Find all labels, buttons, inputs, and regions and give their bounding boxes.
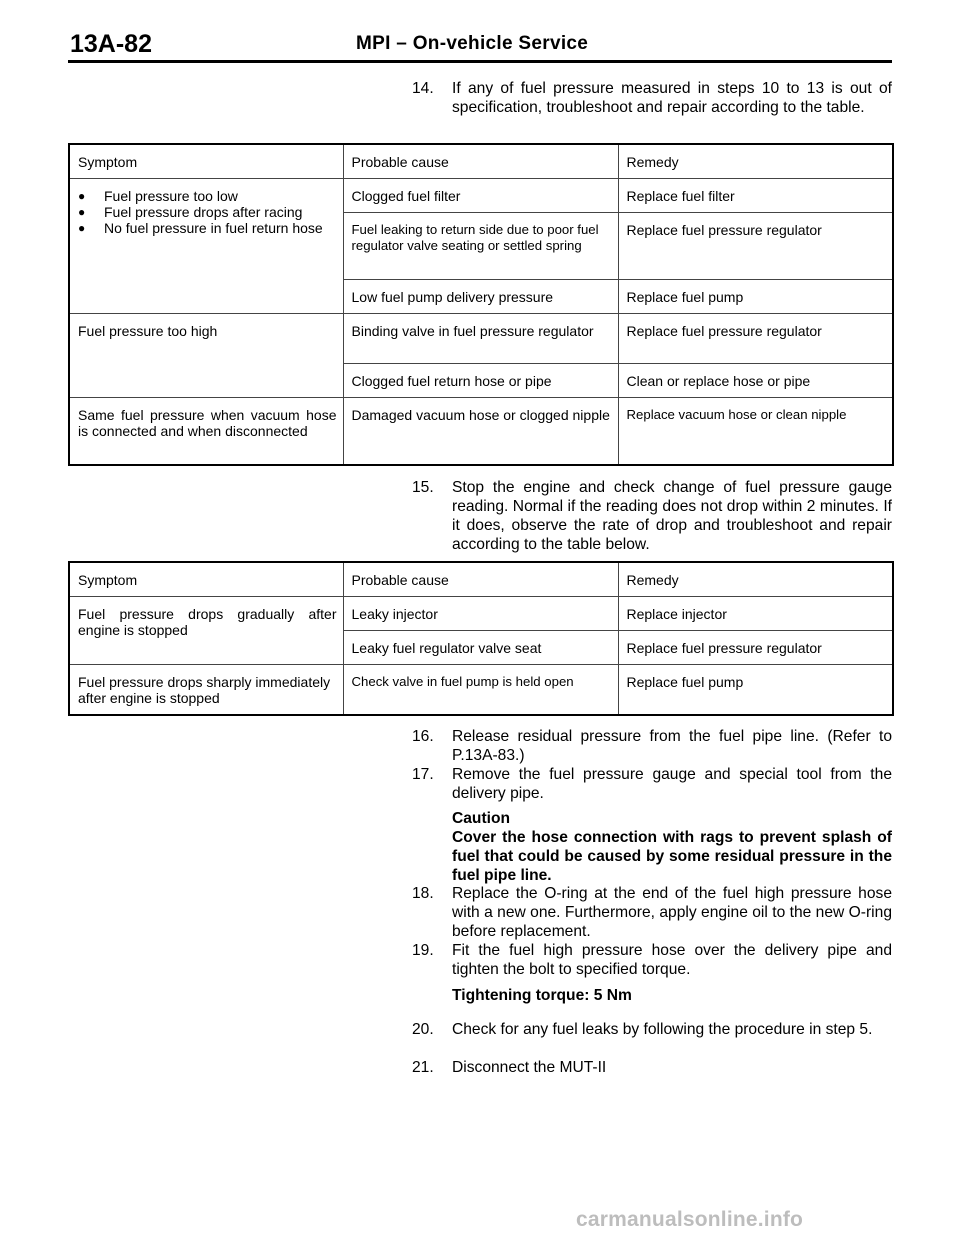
symptom-item: ● No fuel pressure in fuel return hose bbox=[78, 220, 337, 236]
step-17 bbox=[412, 765, 892, 803]
caution-text: Cover the hose connection with rags to prevent splash of fuel that could be caused by some residual pressure in the fuel pipe line. bbox=[452, 829, 892, 884]
step-number: 19. bbox=[412, 942, 434, 959]
column-header-cause: Probable cause bbox=[343, 144, 618, 179]
step-number: 15. bbox=[412, 479, 434, 496]
step-number: 16. bbox=[412, 728, 434, 745]
step-text: Check for any fuel leaks by following the procedure in step 5. bbox=[452, 1021, 873, 1038]
step-number: 21. bbox=[412, 1059, 434, 1076]
page-number: 13A-82 bbox=[70, 30, 152, 58]
step-19 bbox=[412, 941, 892, 979]
column-header-symptom: Symptom bbox=[69, 144, 343, 179]
column-header-remedy: Remedy bbox=[618, 144, 893, 179]
caution-title: Caution bbox=[452, 810, 511, 827]
symptom-cell: Fuel pressure drops sharply immediately after engine is stopped bbox=[69, 665, 343, 716]
table-row bbox=[69, 314, 893, 364]
table-row bbox=[69, 179, 893, 213]
watermark: carmanualsonline.info bbox=[576, 1208, 804, 1231]
step-16 bbox=[412, 727, 892, 765]
symptom-cell bbox=[69, 179, 343, 314]
step-number: 17. bbox=[412, 766, 434, 783]
table-header-row bbox=[69, 562, 893, 597]
symptom-item: ● Fuel pressure drops after racing bbox=[78, 204, 337, 220]
symptom-cell: Fuel pressure drops gradually after engine is stopped bbox=[69, 597, 343, 665]
step-text: Replace the O-ring at the end of the fuel high pressure hose with a new one. Furthermore, apply engine oil to the new O-ring before replacement. bbox=[452, 885, 892, 940]
cause-cell: Clogged fuel return hose or pipe bbox=[343, 364, 618, 398]
remedy-cell: Replace fuel pump bbox=[618, 280, 893, 314]
page-title: MPI – On-vehicle Service bbox=[356, 33, 589, 54]
step-21 bbox=[412, 1058, 892, 1077]
cause-cell: Low fuel pump delivery pressure bbox=[343, 280, 618, 314]
remedy-cell: Replace fuel pressure regulator bbox=[618, 631, 893, 665]
step-text: Remove the fuel pressure gauge and special tool from the delivery pipe. bbox=[452, 766, 892, 802]
step-number: 14. bbox=[412, 80, 434, 97]
cause-cell: Binding valve in fuel pressure regulator bbox=[343, 314, 618, 364]
cause-cell: Check valve in fuel pump is held open bbox=[343, 665, 618, 716]
cause-cell: Damaged vacuum hose or clogged nipple bbox=[343, 398, 618, 465]
remedy-cell: Replace fuel filter bbox=[618, 179, 893, 213]
remedy-cell: Replace fuel pressure regulator bbox=[618, 314, 893, 364]
column-header-cause: Probable cause bbox=[343, 562, 618, 597]
symptom-cell: Same fuel pressure when vacuum hose is connected and when disconnected bbox=[69, 398, 343, 465]
remedy-cell: Replace fuel pressure regulator bbox=[618, 213, 893, 280]
tightening-torque: Tightening torque: 5 Nm bbox=[452, 987, 632, 1004]
step-15 bbox=[412, 478, 892, 554]
step-text: Stop the engine and check change of fuel pressure gauge reading. Normal if the reading does not drop within 2 minutes. If it does, observe the rate of drop and troubleshoot and repair according to the table below. bbox=[452, 479, 892, 553]
remedy-cell: Replace fuel pump bbox=[618, 665, 893, 716]
troubleshooting-table-1 bbox=[68, 143, 894, 466]
cause-cell: Clogged fuel filter bbox=[343, 179, 618, 213]
table-row bbox=[69, 665, 893, 716]
step-20 bbox=[412, 1020, 892, 1039]
remedy-cell: Clean or replace hose or pipe bbox=[618, 364, 893, 398]
table-row bbox=[69, 597, 893, 631]
symptom-cell: Fuel pressure too high bbox=[69, 314, 343, 398]
column-header-remedy: Remedy bbox=[618, 562, 893, 597]
cause-cell: Fuel leaking to return side due to poor fuel regulator valve seating or settled spring bbox=[343, 213, 618, 280]
step-number: 18. bbox=[412, 885, 434, 902]
table-header-row bbox=[69, 144, 893, 179]
step-text: Release residual pressure from the fuel pipe line. (Refer to P.13A-83.) bbox=[452, 728, 892, 764]
step-text: If any of fuel pressure measured in steps 10 to 13 is out of specification, troubleshoot and repair according to the table. bbox=[452, 80, 892, 116]
step-14 bbox=[412, 79, 892, 117]
troubleshooting-table-2 bbox=[68, 561, 894, 716]
column-header-symptom: Symptom bbox=[69, 562, 343, 597]
remedy-cell: Replace vacuum hose or clean nipple bbox=[618, 398, 893, 465]
step-18 bbox=[412, 884, 892, 941]
header-divider bbox=[68, 60, 892, 63]
step-text: Fit the fuel high pressure hose over the delivery pipe and tighten the bolt to specified torque. bbox=[452, 942, 892, 978]
cause-cell: Leaky injector bbox=[343, 597, 618, 631]
symptom-item: ● Fuel pressure too low bbox=[78, 188, 337, 204]
cause-cell: Leaky fuel regulator valve seat bbox=[343, 631, 618, 665]
table-row bbox=[69, 398, 893, 465]
symptom-list bbox=[78, 188, 337, 236]
remedy-cell: Replace injector bbox=[618, 597, 893, 631]
step-number: 20. bbox=[412, 1021, 434, 1038]
step-text: Disconnect the MUT-II bbox=[452, 1059, 607, 1076]
